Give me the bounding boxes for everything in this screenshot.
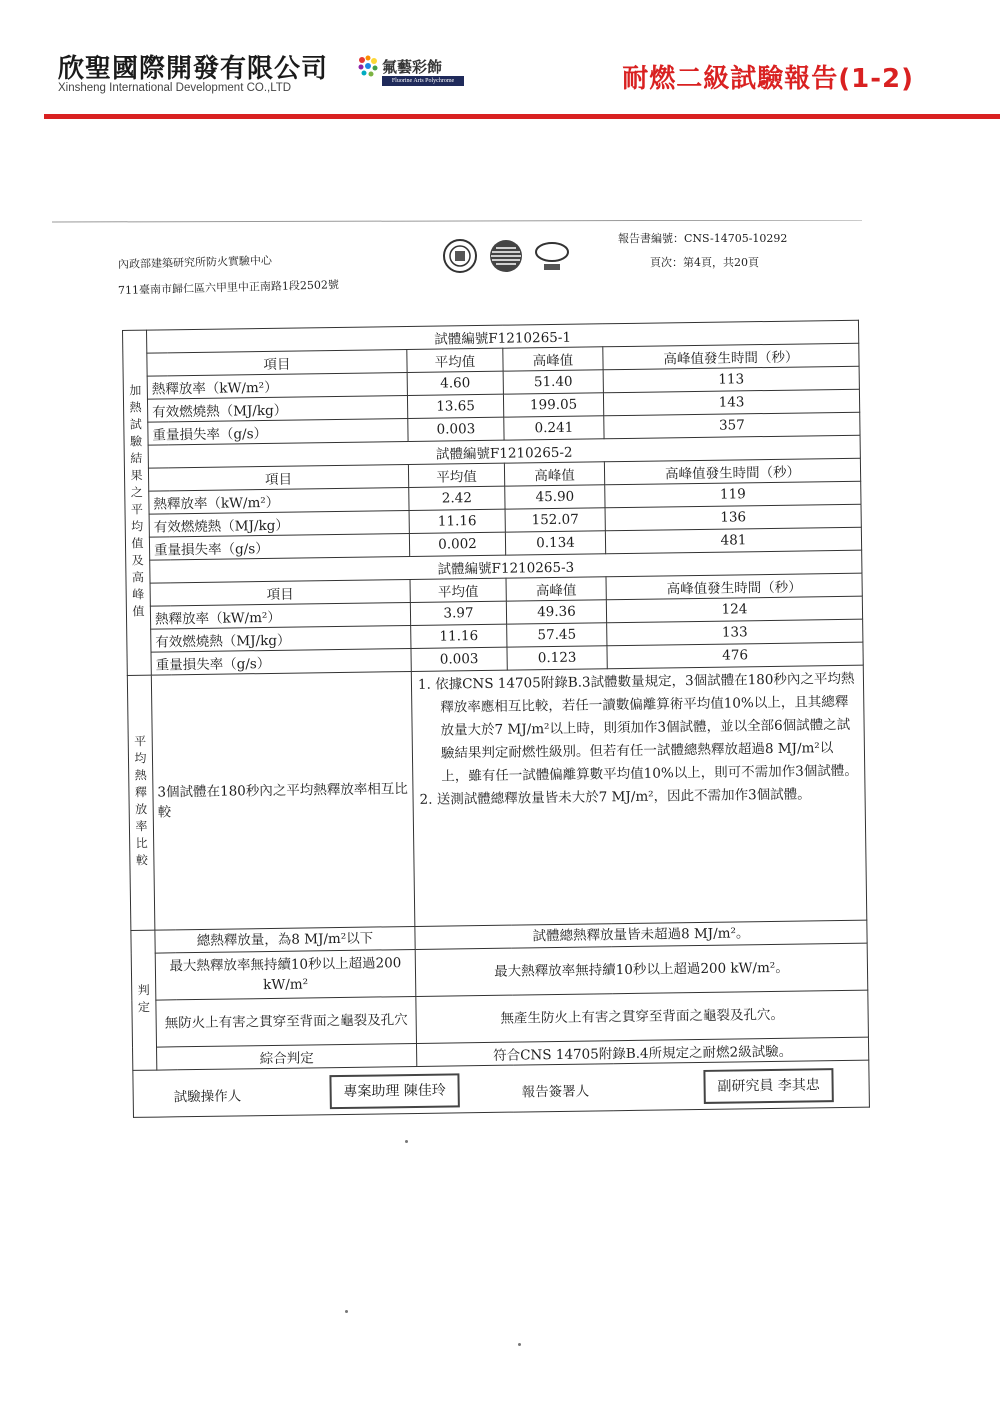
report-number: 報告書編號：CNS-14705-10292 xyxy=(618,232,788,245)
peak-cell: 0.134 xyxy=(505,531,605,555)
accreditation-logos xyxy=(442,234,582,278)
taf-logo-icon xyxy=(534,238,570,274)
page-header xyxy=(0,0,1000,120)
col-avg: 平均值 xyxy=(408,463,504,487)
item-cell: 熱釋放率（kW/m²） xyxy=(149,488,409,515)
partner-tagline: Fluorine Arts Polychrome xyxy=(382,76,464,86)
item-cell: 有效燃燒熱（MJ/kg） xyxy=(151,625,411,652)
lab-address: 711臺南市歸仁區六甲里中正南路1段2502號 xyxy=(117,278,340,297)
item-cell: 有效燃燒熱（MJ/kg） xyxy=(149,511,409,538)
seal-logo-icon xyxy=(442,238,478,274)
overall-label: 綜合判定 xyxy=(157,1043,417,1070)
scan-speck xyxy=(405,1140,408,1143)
item-cell: 重量損失率（g/s） xyxy=(149,534,409,561)
time-cell: 476 xyxy=(607,642,863,669)
partner-dots-icon xyxy=(356,54,380,78)
peak-cell: 51.40 xyxy=(503,370,603,394)
note-2: 2. 送測試體總釋放量皆未大於7 MJ/m²，因此不需加作3個試體。 xyxy=(419,786,811,808)
avg-cell: 2.42 xyxy=(409,486,505,510)
result-cell: 試體總熱釋放量皆未超過8 MJ/m²。 xyxy=(415,920,867,949)
item-cell: 有效燃燒熱（MJ/kg） xyxy=(147,396,407,423)
comparison-row xyxy=(127,665,867,930)
scan-edge-line xyxy=(52,220,872,224)
avg-cell: 0.002 xyxy=(409,532,505,556)
col-peak: 高峰值 xyxy=(504,462,604,486)
specimen-title: 試體編號F1210265-3 xyxy=(150,550,862,583)
specimen-title: 試體編號F1210265-1 xyxy=(147,320,859,353)
peak-cell: 0.241 xyxy=(504,416,604,440)
avg-cell: 4.60 xyxy=(407,371,503,395)
col-item: 項目 xyxy=(147,350,407,377)
avg-cell: 11.16 xyxy=(411,624,507,648)
item-cell: 熱釋放率（kW/m²） xyxy=(150,603,410,630)
time-cell: 357 xyxy=(604,412,860,439)
avg-cell: 3.97 xyxy=(410,601,506,625)
scan-speck xyxy=(518,1343,521,1346)
signature-row xyxy=(133,1060,870,1117)
avg-cell: 13.65 xyxy=(407,394,503,418)
globe-logo-icon xyxy=(488,238,524,274)
signer-stamp: 副研究員 李其忠 xyxy=(703,1068,833,1104)
time-cell: 113 xyxy=(603,366,859,393)
side-label-judge: 判定 xyxy=(131,930,157,1070)
col-time: 高峰值發生時間（秒） xyxy=(604,458,860,485)
comparison-label: 3個試體在180秒內之平均熱釋放率相互比較 xyxy=(151,671,415,930)
partner-logo xyxy=(356,54,466,90)
side-label-results: 加熱試驗結果之平均值及高峰值 xyxy=(123,330,152,675)
time-cell: 481 xyxy=(605,527,861,554)
time-cell: 119 xyxy=(605,481,861,508)
avg-cell: 11.16 xyxy=(409,509,505,533)
col-avg: 平均值 xyxy=(410,578,506,602)
col-avg: 平均值 xyxy=(407,348,503,372)
col-peak: 高峰值 xyxy=(503,347,603,371)
peak-cell: 152.07 xyxy=(505,508,605,532)
specimen-title: 試體編號F1210265-2 xyxy=(148,435,860,468)
header-divider xyxy=(44,114,1000,119)
criterion-cell: 無防火上有害之貫穿至背面之龜裂及孔穴 xyxy=(156,996,417,1047)
scan-speck xyxy=(345,1310,348,1313)
time-cell: 133 xyxy=(607,619,863,646)
signature-cell xyxy=(133,1060,870,1117)
peak-cell: 49.36 xyxy=(506,600,606,624)
peak-cell: 45.90 xyxy=(505,485,605,509)
col-item: 項目 xyxy=(148,465,408,492)
peak-cell: 199.05 xyxy=(503,393,603,417)
time-cell: 143 xyxy=(603,389,859,416)
criterion-cell: 總熱釋放量，為8 MJ/m²以下 xyxy=(155,926,415,953)
avg-cell: 0.003 xyxy=(411,647,507,671)
col-time: 高峰值發生時間（秒） xyxy=(606,573,862,600)
avg-cell: 0.003 xyxy=(408,417,504,441)
item-cell: 重量損失率（g/s） xyxy=(151,648,411,675)
company-name-en: Xinsheng International Development CO.,LTD xyxy=(58,82,292,94)
scanned-report xyxy=(112,220,872,1180)
criterion-cell: 最大熱釋放率無持續10秒以上超過200 kW/m² xyxy=(155,949,416,1000)
operator-stamp: 專案助理 陳佳玲 xyxy=(329,1073,459,1109)
lab-name: 內政部建築研究所防火實驗中心 xyxy=(117,253,273,271)
overall-result: 符合CNS 14705附錄B.4所規定之耐燃2級試驗。 xyxy=(416,1037,868,1066)
comparison-notes xyxy=(411,665,867,926)
page-info: 頁次：第4頁，共20頁 xyxy=(650,256,759,269)
company-name-cn: 欣聖國際開發有限公司 xyxy=(58,54,329,84)
report-title: 耐燃二級試驗報告(1-2) xyxy=(622,64,914,94)
signer-label: 報告簽署人 xyxy=(521,1083,590,1101)
peak-cell: 57.45 xyxy=(507,623,607,647)
side-label-compare: 平均熱釋放率比較 xyxy=(127,675,155,930)
col-time: 高峰值發生時間（秒） xyxy=(603,343,859,370)
item-cell: 熱釋放率（kW/m²） xyxy=(147,373,407,400)
col-peak: 高峰值 xyxy=(506,577,606,601)
peak-cell: 0.123 xyxy=(507,646,607,670)
result-cell: 最大熱釋放率無持續10秒以上超過200 kW/m²。 xyxy=(415,943,868,996)
note-1: 1. 依據CNS 14705附錄B.3試體數量規定，3個試體在180秒內之平均熱釋放率應相互比較，若任一讀數偏離算術平均值10%以上，且其總釋放量大於7 MJ/m²以上時，則須加作3個試體，並以全部6個試體之試驗結果判定耐燃性級別。但若有任一試體總熱釋放超過8 MJ/m²以上，雖有任一試體偏離算數平均值10%以上，則可不需加作3個試體。 xyxy=(417,670,858,785)
col-item: 項目 xyxy=(150,580,410,607)
result-cell: 無產生防火上有害之貫穿至背面之龜裂及孔穴。 xyxy=(416,990,869,1043)
results-table xyxy=(122,320,870,1118)
time-cell: 124 xyxy=(606,596,862,623)
item-cell: 重量損失率（g/s） xyxy=(148,419,408,446)
partner-name: 氟藝彩飾 xyxy=(382,58,443,76)
time-cell: 136 xyxy=(605,504,861,531)
operator-label: 試驗操作人 xyxy=(173,1088,242,1106)
